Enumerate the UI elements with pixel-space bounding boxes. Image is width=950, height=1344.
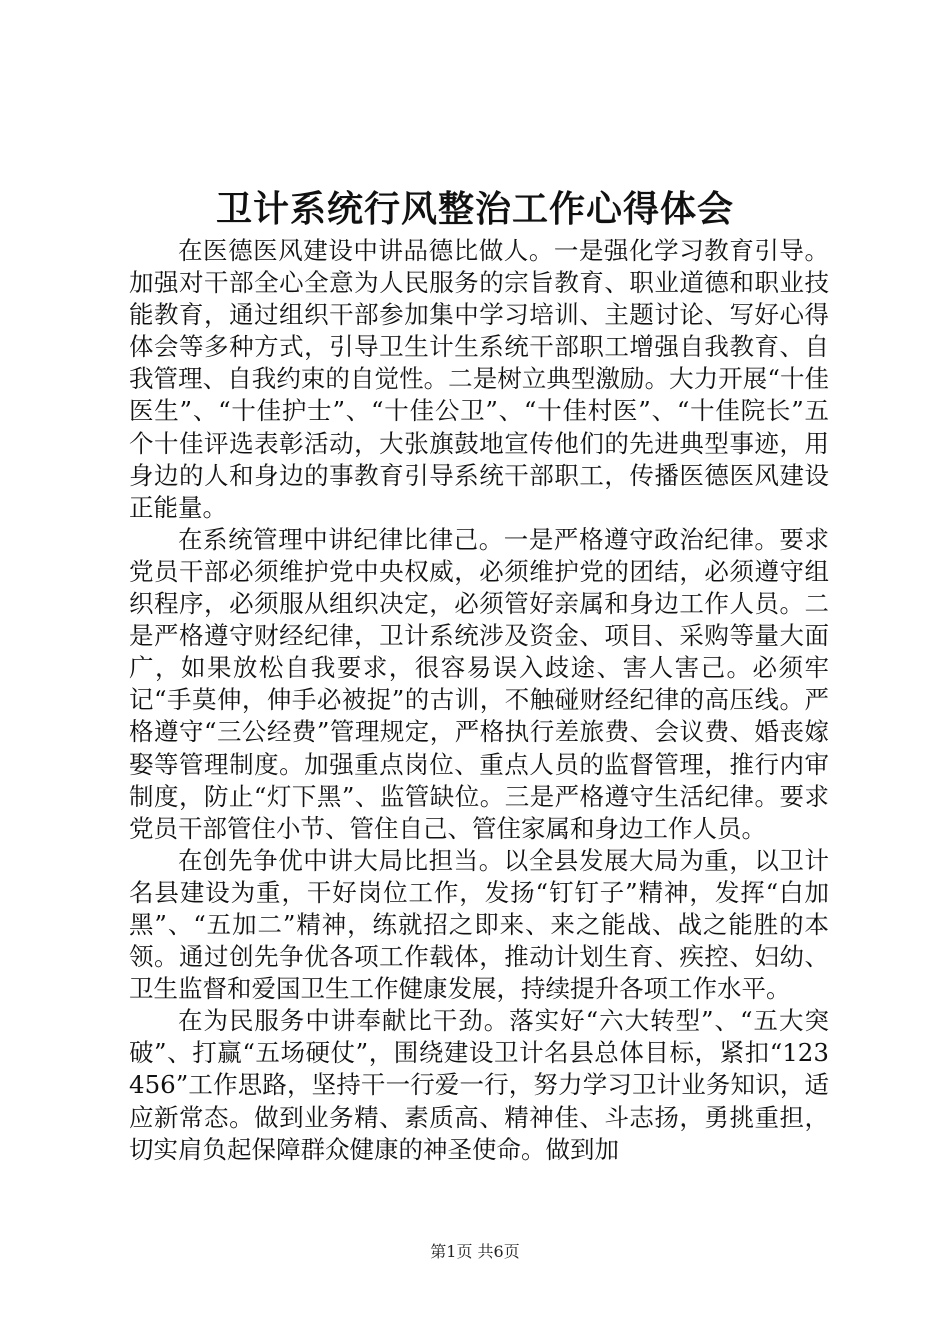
paragraph-medical-ethics: 在医德医风建设中讲品德比做人。一是强化学习教育引导。加强对干部全心全意为人民服务的宗旨教育、职业道德和职业技能教育，通过组织干部参加集中学习培训、主题讨论、写好心得体会等多种方式，引导卫生计生系统干部职工增强自我教育、自我管理、自我约束的自觉性。二是树立典型激励。大力开展“十佳医生”、“十佳护士”、“十佳公卫”、“十佳村医”、“十佳院长”五个十佳评选表彰活动，大张旗鼓地宣传他们的先进典型事迹，用身边的人和身边的事教育引导系统干部职工，传播医德医风建设正能量。: [129, 236, 829, 522]
document-title: 卫计系统行风整治工作心得体会: [215, 188, 734, 230]
paragraph-excellence: 在创先争优中讲大局比担当。以全县发展大局为重，以卫计名县建设为重，干好岗位工作，发扬“钉钉子”精神，发挥“白加黑”、“五加二”精神，练就招之即来、来之能战、战之能胜的本领。通过创先争优各项工作载体，推动计划生育、疾控、妇幼、卫生监督和爱国卫生工作健康发展，持续提升各项工作水平。: [129, 845, 829, 1004]
document-body: [129, 235, 829, 1166]
paragraph-service: 在为民服务中讲奉献比干劲。落实好“六大转型”、“五大突破”、打赢“五场硬仗”，围绕建设卫计名县总体目标，紧扣“123456”工作思路，坚持干一行爱一行，努力学习卫计业务知识，适应新常态。做到业务精、素质高、精神佳、斗志扬，勇挑重担，切实肩负起保障群众健康的神圣使命。做到加: [129, 1006, 829, 1164]
paragraph-discipline: 在系统管理中讲纪律比律己。一是严格遵守政治纪律。要求党员干部必须维护党中央权威，必须维护党的团结，必须遵守组织程序，必须服从组织决定，必须管好亲属和身边工作人员。二是严格遵守财经纪律，卫计系统涉及资金、项目、采购等量大面广，如果放松自我要求，很容易误入歧途、害人害己。必须牢记“手莫伸，伸手必被捉”的古训，不触碰财经纪律的高压线。严格遵守“三公经费”管理规定，严格执行差旅费、会议费、婚丧嫁娶等管理制度。加强重点岗位、重点人员的监督管理，推行内审制度，防止“灯下黑”、监管缺位。三是严格遵守生活纪律。要求党员干部管住小节、管住自己、管住家属和身边工作人员。: [129, 524, 829, 843]
page-number-footer: 第1页 共6页: [430, 1242, 520, 1261]
